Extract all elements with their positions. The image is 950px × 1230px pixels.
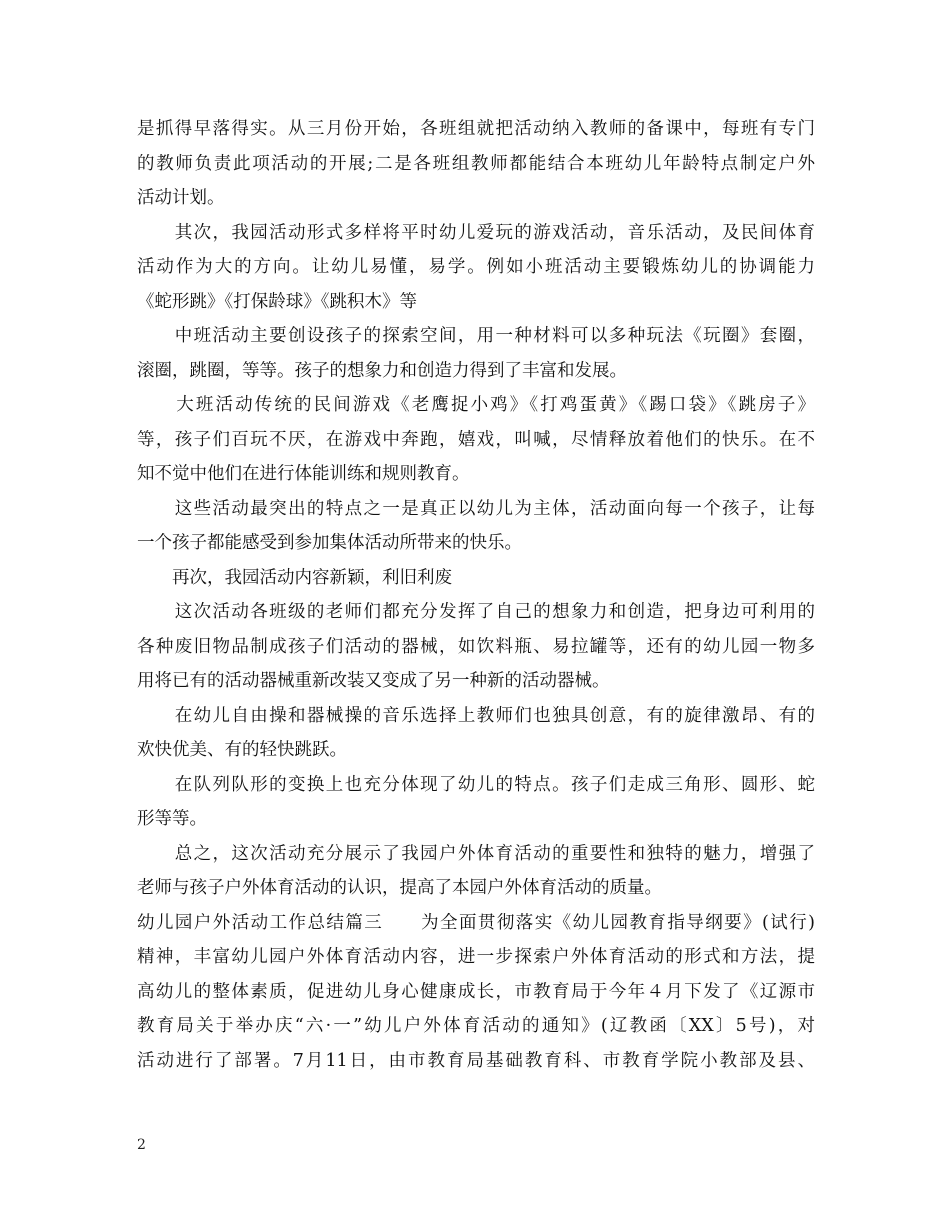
text-line: 其次，我园活动形式多样将平时幼儿爱玩的游戏活动，音乐活动，及民间体育 [137, 222, 815, 243]
text-line: 一个孩子都能感受到参加集体活动所带来的快乐。 [137, 533, 522, 553]
text-line: 活动作为大的方向。让幼儿易懂，易学。例如小班活动主要锻炼幼儿的协调能力 [137, 257, 815, 277]
text-line: 这些活动最突出的特点之一是真正以幼儿为主体，活动面向每一个孩子，让每 [137, 498, 815, 519]
text-line: 《蛇形跳》《打保龄球》《跳积木》等 [137, 291, 417, 312]
body-text [137, 112, 815, 1078]
text-line: 的教师负责此项活动的开展;二是各班组教师都能结合本班幼儿年龄特点制定户外 [137, 153, 815, 174]
text-line: 再次，我园活动内容新颖，利旧利废 [137, 567, 452, 588]
text-line: 滚圈，跳圈，等等。孩子的想象力和创造力得到了丰富和发展。 [137, 360, 627, 381]
text-line: 幼儿园户外活动工作总结篇三 为全面贯彻落实《幼儿园教育指导纲要》(试行) [137, 912, 815, 933]
page-number: 2 [137, 1137, 146, 1153]
text-line: 欢快优美、有的轻快跳跃。 [137, 740, 347, 760]
text-line: 老师与孩子户外体育活动的认识，提高了本园户外体育活动的质量。 [137, 878, 662, 898]
text-line: 形等等。 [137, 809, 207, 829]
text-line: 这次活动各班级的老师们都充分发挥了自己的想象力和创造，把身边可利用的 [137, 602, 815, 622]
text-line: 是抓得早落得实。从三月份开始，各班组就把活动纳入教师的备课中，每班有专门 [137, 119, 815, 139]
text-line: 总之，这次活动充分展示了我园户外体育活动的重要性和独特的魅力，增强了 [137, 843, 815, 864]
text-line: 教育局关于举办庆“六·一”幼儿户外体育活动的通知》(辽教函〔XX〕5号)，对 [137, 1016, 815, 1036]
text-line: 活动计划。 [137, 188, 225, 208]
text-line: 活动进行了部署。7月11日，由市教育局基础教育科、市教育学院小教部及县、 [137, 1050, 815, 1071]
text-line: 高幼儿的整体素质，促进幼儿身心健康成长，市教育局于今年４月下发了《辽源市 [137, 981, 815, 1002]
text-line: 各种废旧物品制成孩子们活动的器械，如饮料瓶、易拉罐等，还有的幼儿园一物多 [137, 636, 815, 657]
text-line: 在幼儿自由操和器械操的音乐选择上教师们也独具创意，有的旋律激昂、有的 [137, 705, 815, 726]
text-line: 用将已有的活动器械重新改装又变成了另一种新的活动器械。 [137, 671, 610, 691]
text-line: 等，孩子们百玩不厌，在游戏中奔跑，嬉戏，叫喊，尽情释放着他们的快乐。在不 [137, 429, 815, 450]
text-line: 知不觉中他们在进行体能训练和规则教育。 [137, 464, 470, 484]
text-line: 精神，丰富幼儿园户外体育活动内容，进一步探索户外体育活动的形式和方法，提 [137, 947, 815, 967]
text-line: 大班活动传统的民间游戏《老鹰捉小鸡》《打鸡蛋黄》《踢口袋》《跳房子》 [137, 395, 815, 415]
text-line: 中班活动主要创设孩子的探索空间，用一种材料可以多种玩法《玩圈》套圈， [137, 326, 815, 346]
text-line: 在队列队形的变换上也充分体现了幼儿的特点。孩子们走成三角形、圆形、蛇 [137, 774, 815, 795]
